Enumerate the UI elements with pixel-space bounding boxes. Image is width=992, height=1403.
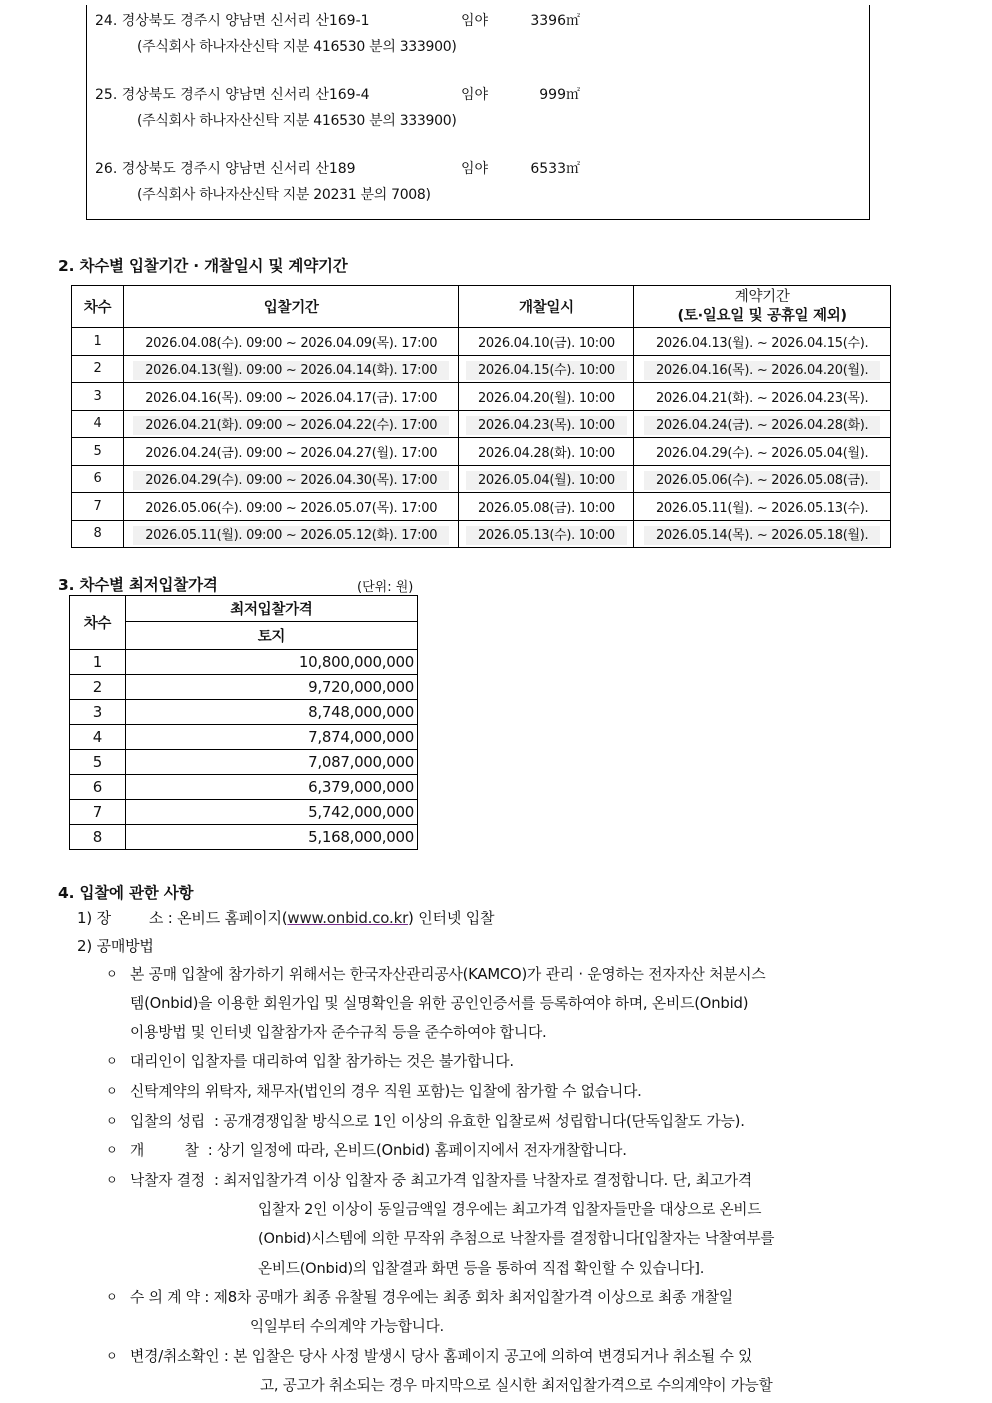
method-line: 입찰의 성립 : 공개경쟁입찰 방식으로 1인 이상의 유효한 입찰로써 성립합니다(단독입찰도 가능). xyxy=(130,1113,745,1130)
cell-price: 10,800,000,000 xyxy=(125,650,417,675)
parcel-address: 26. 경상북도 경주시 양남면 신서리 산189 xyxy=(95,161,356,177)
cell-round: 4 xyxy=(70,725,126,750)
method-line: 개 찰 : 상기 일정에 따라, 온비드(Onbid) 홈페이지에서 전자개찰합니다. xyxy=(130,1142,627,1159)
schedule-row xyxy=(72,520,891,548)
parcel-area: 999㎡ xyxy=(539,87,580,103)
cell-text: 2026.04.16(목). 09:00 ~ 2026.04.17(금). 17:00 xyxy=(145,390,438,406)
cell-text: 2026.04.20(월). 10:00 xyxy=(477,390,615,406)
auction-method-heading: 2) 공매방법 xyxy=(77,937,154,955)
cell-round xyxy=(72,493,124,521)
cell-text: 2026.04.13(월). 09:00 ~ 2026.04.14(화). 17:00 xyxy=(133,361,449,380)
method-line: 입찰자 2인 이상이 동일금액일 경우에는 최고가격 입찰자들만을 대상으로 온비드 xyxy=(258,1201,762,1218)
cell-bid-period xyxy=(123,493,459,521)
cell-bid-period xyxy=(123,410,459,438)
location-text: 소 : 온비드 홈페이지( xyxy=(148,909,288,927)
cell-price: 7,874,000,000 xyxy=(125,725,417,750)
price-row xyxy=(70,800,418,825)
bullet-icon: ㅇ xyxy=(106,1143,118,1157)
cell-text: 2026.05.11(월). ~ 2026.05.13(수). xyxy=(655,500,869,516)
bullet-icon: ㅇ xyxy=(106,1054,118,1068)
schedule-row xyxy=(72,410,891,438)
bullet-icon: ㅇ xyxy=(106,1173,118,1187)
method-line: 고, 공고가 취소되는 경우 마지막으로 실시한 최저입찰가격으로 수의계약이 가능할 xyxy=(260,1377,773,1394)
price-row xyxy=(70,775,418,800)
parcel-address: 24. 경상북도 경주시 양남면 신서리 산169-1 xyxy=(95,13,370,29)
cell-round: 7 xyxy=(70,800,126,825)
cell-price: 5,742,000,000 xyxy=(125,800,417,825)
bid-location-item xyxy=(77,907,494,928)
cell-bid-period xyxy=(123,355,459,383)
price-row xyxy=(70,725,418,750)
cell-text: 2026.04.29(수). 09:00 ~ 2026.04.30(목). 17:00 xyxy=(133,471,449,490)
cell-round xyxy=(72,438,124,466)
parcel-share-note: (주식회사 하나자산신탁 지분 416530 분의 333900) xyxy=(137,113,457,129)
cell-round xyxy=(72,355,124,383)
parcel-type: 임야 xyxy=(461,13,489,29)
cell-text: 2026.04.29(수). ~ 2026.05.04(월). xyxy=(655,445,869,461)
cell-text: 2026.05.11(월). 09:00 ~ 2026.05.12(화). 17:00 xyxy=(133,526,449,545)
parcel-address: 25. 경상북도 경주시 양남면 신서리 산169-4 xyxy=(95,87,370,103)
cell-text: 2026.04.16(목). ~ 2026.04.20(월). xyxy=(644,361,880,380)
cell-text: 2026.05.13(수). 10:00 xyxy=(466,526,627,545)
cell-round: 6 xyxy=(70,775,126,800)
location-suffix: ) 인터넷 입찰 xyxy=(408,909,495,927)
cell-opening xyxy=(459,465,634,493)
method-line: 변경/취소확인 : 본 입찰은 당사 사정 발생시 당사 홈페이지 공고에 의하여 변경되거나 취소될 수 있 xyxy=(130,1348,753,1365)
cell-round xyxy=(72,465,124,493)
cell-text: 2026.05.14(목). ~ 2026.05.18(월). xyxy=(644,526,880,545)
cell-text: 1 xyxy=(93,333,102,349)
cell-text: 2026.04.28(화). 10:00 xyxy=(477,445,615,461)
cell-text: 3 xyxy=(93,388,102,404)
cell-text: 5 xyxy=(93,443,102,459)
cell-bid-period xyxy=(123,383,459,411)
method-line: 익일부터 수의계약 가능합니다. xyxy=(250,1318,444,1335)
header-round: 차수 xyxy=(72,286,124,328)
schedule-row xyxy=(72,355,891,383)
cell-price: 6,379,000,000 xyxy=(125,775,417,800)
cell-bid-period xyxy=(123,438,459,466)
cell-text: 2026.04.21(화). 09:00 ~ 2026.04.22(수). 17:00 xyxy=(133,416,449,435)
price-header-row xyxy=(70,596,418,622)
schedule-table xyxy=(71,285,891,548)
cell-contract xyxy=(634,465,891,493)
cell-text: 2026.04.21(화). ~ 2026.04.23(목). xyxy=(655,390,869,406)
method-line: 수 의 계 약 : 제8차 공매가 최종 유찰될 경우에는 최종 회차 최저입찰가격 이상으로 최종 개찰일 xyxy=(130,1289,734,1306)
item-number-label: 1) 장 xyxy=(77,909,111,927)
cell-opening xyxy=(459,493,634,521)
parcel-list-box xyxy=(86,5,870,220)
cell-text: 2026.04.15(수). 10:00 xyxy=(466,361,627,380)
cell-opening xyxy=(459,410,634,438)
cell-text: 6 xyxy=(93,471,102,487)
cell-text: 2026.04.24(금). 09:00 ~ 2026.04.27(월). 17:00 xyxy=(145,445,438,461)
cell-opening xyxy=(459,355,634,383)
cell-text: 2026.05.04(월). 10:00 xyxy=(466,471,627,490)
schedule-row xyxy=(72,493,891,521)
cell-round xyxy=(72,520,124,548)
cell-opening xyxy=(459,520,634,548)
cell-contract xyxy=(634,493,891,521)
cell-bid-period xyxy=(123,520,459,548)
cell-text: 2026.05.06(수). ~ 2026.05.08(금). xyxy=(644,471,880,490)
parcel-area: 3396㎡ xyxy=(530,13,580,29)
cell-bid-period xyxy=(123,465,459,493)
cell-round: 2 xyxy=(70,675,126,700)
cell-round xyxy=(72,410,124,438)
header-opening: 개찰일시 xyxy=(459,286,634,328)
bullet-icon: ㅇ xyxy=(106,1114,118,1128)
cell-text: 2026.04.23(목). 10:00 xyxy=(466,416,627,435)
cell-text: 7 xyxy=(93,498,102,514)
cell-text: 2026.05.08(금). 10:00 xyxy=(477,500,615,516)
method-line: 신탁계약의 위탁자, 채무자(법인의 경우 직원 포함)는 입찰에 참가할 수 없습니다. xyxy=(130,1083,642,1100)
parcel-share-note: (주식회사 하나자산신탁 지분 416530 분의 333900) xyxy=(137,39,457,55)
section-4-title: 4. 입찰에 관한 사항 xyxy=(58,884,194,902)
cell-text: 2026.04.24(금). ~ 2026.04.28(화). xyxy=(644,416,880,435)
price-row xyxy=(70,675,418,700)
unit-label: (단위: 원) xyxy=(357,580,414,595)
parcel-type: 임야 xyxy=(461,87,489,103)
cell-contract xyxy=(634,328,891,356)
cell-text: 8 xyxy=(93,526,102,542)
method-line: (Onbid)시스템에 의한 무작위 추첨으로 낙찰자를 결정합니다[입찰자는 낙찰여부를 xyxy=(258,1230,775,1247)
cell-text: 4 xyxy=(93,416,102,432)
cell-bid-period xyxy=(123,328,459,356)
parcel-item-26 xyxy=(95,158,580,178)
schedule-row xyxy=(72,328,891,356)
cell-contract xyxy=(634,355,891,383)
cell-text: 2026.04.13(월). ~ 2026.04.15(수). xyxy=(655,335,869,351)
parcel-item-24 xyxy=(95,10,580,30)
schedule-row xyxy=(72,383,891,411)
cell-contract xyxy=(634,438,891,466)
schedule-row xyxy=(72,438,891,466)
cell-opening xyxy=(459,438,634,466)
cell-price: 7,087,000,000 xyxy=(125,750,417,775)
cell-text: 2026.04.08(수). 09:00 ~ 2026.04.09(목). 17:00 xyxy=(145,335,438,351)
price-row xyxy=(70,650,418,675)
header-round: 차수 xyxy=(70,596,126,650)
section-2-title: 2. 차수별 입찰기간 · 개찰일시 및 계약기간 xyxy=(58,257,348,275)
cell-opening xyxy=(459,328,634,356)
min-price-table xyxy=(69,595,418,850)
cell-contract xyxy=(634,383,891,411)
method-line: 대리인이 입찰자를 대리하여 입찰 참가하는 것은 불가합니다. xyxy=(130,1053,514,1070)
cell-round: 1 xyxy=(70,650,126,675)
header-land: 토지 xyxy=(125,622,417,650)
header-min-price: 최저입찰가격 xyxy=(125,596,417,622)
cell-price: 9,720,000,000 xyxy=(125,675,417,700)
price-row xyxy=(70,700,418,725)
cell-round: 3 xyxy=(70,700,126,725)
cell-contract xyxy=(634,520,891,548)
bullet-icon: ㅇ xyxy=(106,967,118,981)
cell-opening xyxy=(459,383,634,411)
bullet-icon: ㅇ xyxy=(106,1349,118,1363)
method-line: 템(Onbid)을 이용한 회원가입 및 실명확인을 위한 공인인증서를 등록하여야 하며, 온비드(Onbid) xyxy=(130,995,749,1012)
cell-round xyxy=(72,383,124,411)
header-contract xyxy=(634,286,891,328)
bullet-icon: ㅇ xyxy=(106,1290,118,1304)
cell-round: 5 xyxy=(70,750,126,775)
cell-round xyxy=(72,328,124,356)
cell-text: 2026.05.06(수). 09:00 ~ 2026.05.07(목). 17:00 xyxy=(145,500,438,516)
header-contract-title: 계약기간 xyxy=(734,288,790,305)
section-3-title: 3. 차수별 최저입찰가격 xyxy=(58,576,218,594)
header-contract-note: (토·일요일 및 공휴일 제외) xyxy=(677,307,847,324)
cell-round: 8 xyxy=(70,825,126,850)
bullet-icon: ㅇ xyxy=(106,1084,118,1098)
method-line: 낙찰자 결정 : 최저입찰가격 이상 입찰자 중 최고가격 입찰자를 낙찰자로 결정합니다. 단, 최고가격 xyxy=(130,1172,752,1189)
parcel-item-25 xyxy=(95,84,580,104)
cell-text: 2026.04.10(금). 10:00 xyxy=(477,335,615,351)
onbid-link[interactable]: www.onbid.co.kr xyxy=(287,909,409,927)
method-line: 온비드(Onbid)의 입찰결과 화면 등을 통하여 직접 확인할 수 있습니다]. xyxy=(258,1260,705,1277)
parcel-area: 6533㎡ xyxy=(530,161,580,177)
price-row xyxy=(70,750,418,775)
parcel-share-note: (주식회사 하나자산신탁 지분 20231 분의 7008) xyxy=(137,187,431,203)
schedule-header-row xyxy=(72,286,891,328)
cell-contract xyxy=(634,410,891,438)
cell-price: 8,748,000,000 xyxy=(125,700,417,725)
method-line: 본 공매 입찰에 참가하기 위해서는 한국자산관리공사(KAMCO)가 관리 · 운영하는 전자자산 처분시스 xyxy=(130,966,766,983)
schedule-row xyxy=(72,465,891,493)
price-row xyxy=(70,825,418,850)
parcel-type: 임야 xyxy=(461,161,489,177)
header-bid-period: 입찰기간 xyxy=(123,286,459,328)
cell-text: 2 xyxy=(93,361,102,377)
cell-price: 5,168,000,000 xyxy=(125,825,417,850)
method-line: 이용방법 및 인터넷 입찰참가자 준수규칙 등을 준수하여야 합니다. xyxy=(130,1024,547,1041)
